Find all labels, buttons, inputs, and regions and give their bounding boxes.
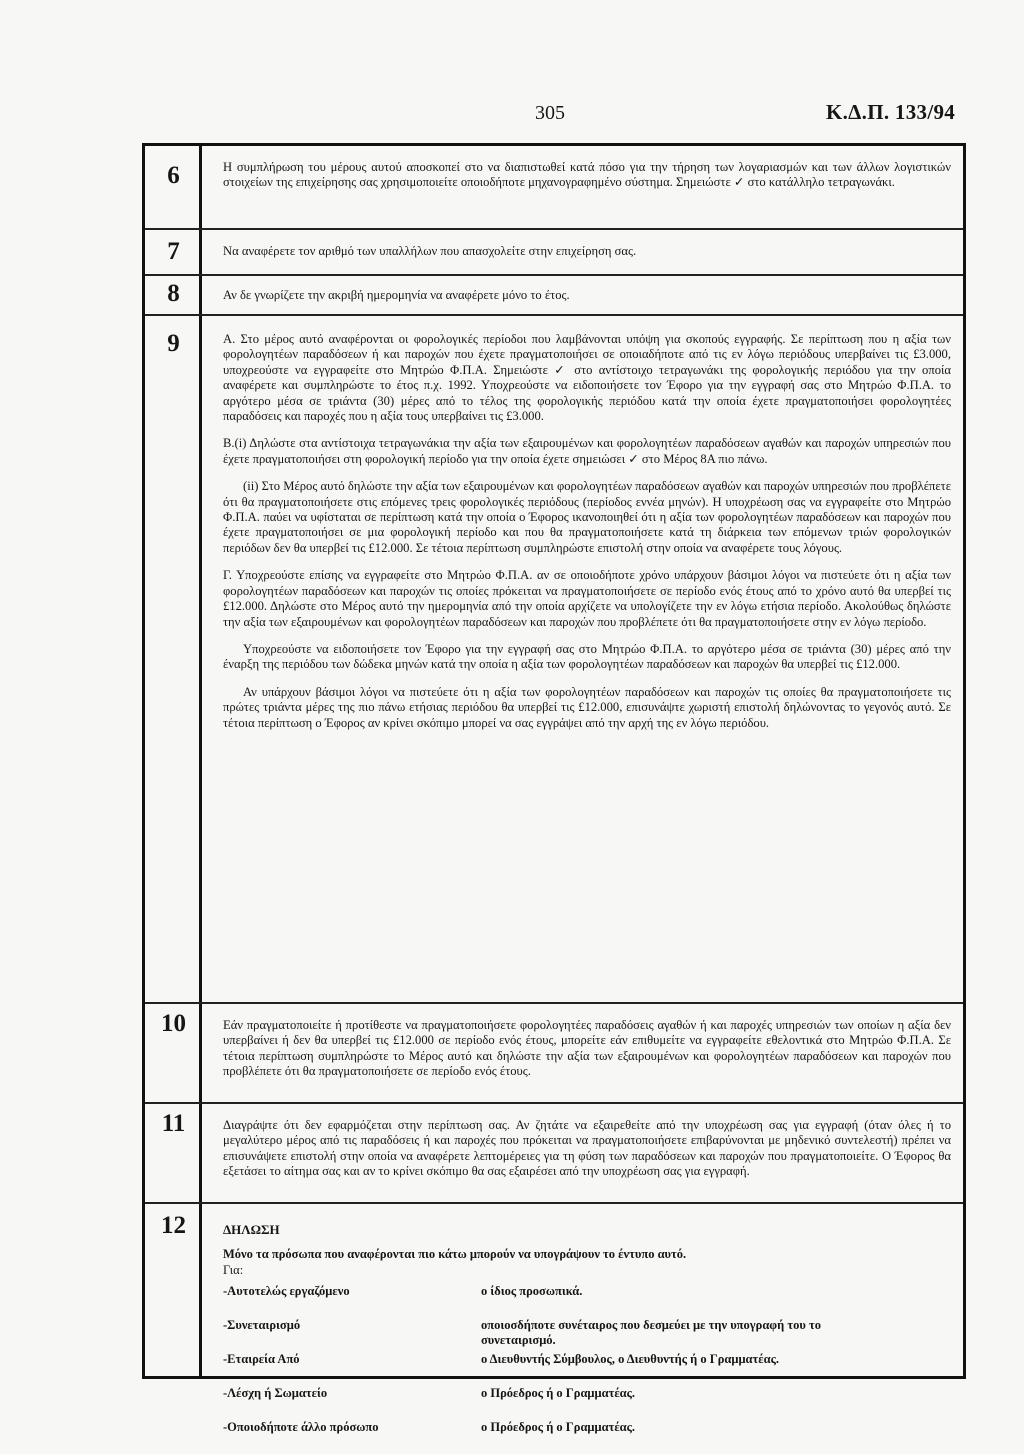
row-11 bbox=[145, 1104, 963, 1204]
row-text: Εάν πραγματοποιείτε ή προτίθεστε να πραγματοποιήσετε φορολογητέες παραδόσεις αγαθών ή και παροχές υπηρεσιών των οποίων η αξία δεν υπερβαίνει ή δεν θα υπερβεί τις £12.000 σε περίοδο ενός έτους, μπορείτε εάν επιθυμείτε να εγγραφείτε εθελοντικά στο Μητρώο Φ.Π.Α. Σε τέτοια περίπτωση συμπληρώστε το Μέρος αυτό και δηλώστε την αξία των εξαιρουμένων και φορολογητέων παραδόσεων και παροχών που προβλέπετε ότι θα πραγματοποιήσετε σε περίοδο ενός έτους. bbox=[223, 1018, 951, 1079]
row-8 bbox=[145, 276, 963, 316]
instructions-table bbox=[142, 143, 966, 1435]
declaration-entry bbox=[223, 1420, 951, 1454]
row-number: 10 bbox=[161, 1010, 186, 1037]
row-number: 7 bbox=[167, 238, 180, 265]
entity-type: -Λέσχη ή Σωματείο bbox=[223, 1386, 328, 1401]
declaration-title: ΔΗΛΩΣΗ bbox=[223, 1222, 280, 1237]
row-number: 8 bbox=[167, 280, 180, 307]
entity-type: -Οποιοδήποτε άλλο πρόσωπο bbox=[223, 1420, 379, 1435]
entity-type: -Εταιρεία Από bbox=[223, 1352, 300, 1367]
row-paragraph: Υποχρεούστε να ειδοποιήσετε τον Έφορο για την εγγραφή σας στο Μητρώο Φ.Π.Α. το αργότερο μέσα σε τριάντα (30) μέρες από την έναρξη της περιόδου των δώδεκα μηνών κατά την οποία η αξία των φορολογητέων παραδόσεων και παροχών θα υπερβεί τις £12.000. bbox=[223, 641, 951, 672]
row-paragraph: Γ. Υποχρεούστε επίσης να εγγραφείτε στο Μητρώο Φ.Π.Α. αν σε οποιοδήποτε χρόνο υπάρχουν βάσιμοι λόγοι να πιστεύετε ότι η αξία των φορολογητέων παραδόσεων και παροχών τις οποίες πρόκειται να πραγματοποιήσετε σε περίοδο ενός έτους από το χρόνο αυτό θα υπερβεί τις £12.000. Δηλώστε στο Μέρος αυτό την ημερομηνία από την οποία αρχίζετε να υπολογίζετε την εν λόγω ετήσια περίοδο. Ακολούθως δηλώστε την αξία των εξαιρουμένων και φορολογητέων παραδόσεων και παροχών που προβλέπετε ότι θα πραγματοποιήσετε στην εν λόγω περίοδο. bbox=[223, 568, 951, 629]
authorized-signer: ο Πρόεδρος ή ο Γραμματέας. bbox=[481, 1386, 636, 1401]
authorized-signer: ο Διευθυντής Σύμβουλος, ο Διευθυντής ή ο Γραμματέας. bbox=[481, 1352, 779, 1367]
row-text: Αν δε γνωρίζετε την ακριβή ημερομηνία να αναφέρετε μόνο το έτος. bbox=[223, 288, 570, 302]
entity-type: -Αυτοτελώς εργαζόμενο bbox=[223, 1284, 350, 1299]
row-text: Η συμπλήρωση του μέρους αυτού αποσκοπεί στο να διαπιστωθεί κατά πόσο για την τήρηση των λογαριασμών και των άλλων λογιστικών στοιχείων της επιχείρησης σας χρησιμοποιείτε οποιοδήποτε μηχανογραφημένο σύστημα. Σημειώστε ✓ στο κατάλληλο τετραγωνάκι. bbox=[223, 160, 951, 190]
row-paragraph: Αν υπάρχουν βάσιμοι λόγοι να πιστεύετε ότι η αξία των φορολογητέων παραδόσεων και παροχών τις οποίες θα πραγματοποιήσετε τις πρώτες τριάντα μέρες της πιο πάνω ετήσιας περιόδου θα υπερβεί τις £12.000, επισυνάψτε χωριστή επιστολή δηλώνοντας το γεγονός αυτό. Σε τέτοια περίπτωση ο Έφορος αν κρίνει σκόπιμο μπορεί να σας εγγράψει από την αρχή της εν λόγω περιόδου. bbox=[223, 684, 951, 730]
declaration-for-label: Για: bbox=[223, 1262, 244, 1277]
authorized-signer: ο ίδιος προσωπικά. bbox=[481, 1284, 583, 1299]
row-10 bbox=[145, 1004, 963, 1104]
row-text: Διαγράψτε ότι δεν εφαρμόζεται στην περίπτωση σας. Αν ζητάτε να εξαιρεθείτε από την υποχρέωση σας για εγγραφή (όταν όλες ή το μεγαλύτερο μέρος από τις παραδόσεις ή και παροχές που πρόκειται να πραγματοποιήσετε επιβαρύνονται με μηδενικό συντελεστή) πρέπει να επισυνάψετε επιστολή στην οποία να αναφέρετε λεπτομέρειες για τη φύση των παραδόσεων και παροχών που πραγματοποιείτε. Ο Έφορος θα εξετάσει το αίτημα σας και αν το κρίνει σκόπιμο θα σας εξαιρέσει από την υποχρέωση σας για εγγραφή. bbox=[223, 1118, 951, 1179]
row-9 bbox=[145, 316, 963, 1004]
document-reference: Κ.Δ.Π. 133/94 bbox=[826, 100, 956, 124]
row-number: 9 bbox=[167, 330, 180, 357]
entity-type: -Συνεταιρισμό bbox=[223, 1318, 301, 1333]
row-paragraph: Α. Στο μέρος αυτό αναφέρονται οι φορολογικές περίοδοι που λαμβάνονται υπόψη για σκοπούς εγγραφής. Σε περίπτωση που η αξία των φορολογητέων παραδόσεων ή και παροχών που έχετε πραγματοποιήσει σε οποιαδήποτε από τις εν λόγω περιόδους υπερβαίνει τις £3.000, υποχρεούστε να εγγραφείτε στο Μητρώο Φ.Π.Α. Σημειώστε ✓ στο αντίστοιχο τετραγωνάκι της φορολογικής περιόδου για την οποία αναφέρετε και συμπληρώστε το έτος π.χ. 1992. Υποχρεούστε να ειδοποιήσετε τον Έφορο για την εγγραφή σας στο Μητρώο Φ.Π.Α. το αργότερο μέσα σε τριάντα (30) μέρες από το τέλος της φορολογικής περιόδου κατά την οποία έχετε πραγματοποιήσει φορολογητέες παραδόσεις και παροχές που η αξία τους υπερβαίνει τις £3.000. bbox=[223, 332, 951, 424]
declaration-entry bbox=[223, 1386, 951, 1420]
declaration-entry bbox=[223, 1352, 951, 1386]
row-number: 11 bbox=[161, 1110, 186, 1137]
page-number: 305 bbox=[535, 102, 565, 124]
row-12 bbox=[145, 1204, 963, 1435]
row-number: 12 bbox=[161, 1212, 186, 1239]
row-6 bbox=[145, 146, 963, 230]
row-paragraph: (ii) Στο Μέρος αυτό δηλώστε την αξία των εξαιρουμένων και φορολογητέων παραδόσεων αγαθών και παροχών υπηρεσιών που προβλέπετε ότι θα πραγματοποιήσετε στις επόμενες τρεις φορολογικές περιόδους (περίοδος εννέα μηνών). Η υποχρέωση σας να εγγραφείτε στο Μητρώο Φ.Π.Α. παύει να υφίσταται σε περίπτωση κατά την οποία ο Έφορος ικανοποιηθεί ότι η αξία των φορολογητέων παραδόσεων και παροχών που έχετε πραγματοποιήσει σε μια φορολογική περίοδο και που θα πραγματοποιήσετε κατά τη διάρκεια των επόμενων τριών φορολογικών περιόδων δεν θα υπερβεί τις £12.000. Σε τέτοια περίπτωση συμπληρώστε επιστολή στην οποία να αναφέρετε τους λόγους. bbox=[223, 479, 951, 555]
authorized-signer: ο Πρόεδρος ή ο Γραμματέας. bbox=[481, 1420, 636, 1435]
authorized-signer: οποιοσδήποτε συνέταιρος που δεσμεύει με την υπογραφή του το συνεταιρισμό. bbox=[481, 1318, 821, 1348]
declaration-entry bbox=[223, 1318, 951, 1352]
declaration-entry bbox=[223, 1284, 951, 1318]
declaration-intro: Μόνο τα πρόσωπα που αναφέρονται πιο κάτω μπορούν να υπογράψουν το έντυπο αυτό. bbox=[223, 1247, 687, 1262]
row-paragraph: Β.(i) Δηλώστε στα αντίστοιχα τετραγωνάκια την αξία των εξαιρουμένων και φορολογητέων παραδόσεων αγαθών και παροχών υπηρεσιών που έχετε πραγματοποιήσει στη φορολογική περίοδο για την οποία έχετε σημειώσει ✓ στο Μέρος 8Α πιο πάνω. bbox=[223, 436, 951, 466]
row-number: 6 bbox=[167, 162, 180, 189]
row-text: Να αναφέρετε τον αριθμό των υπαλλήλων που απασχολείτε στην επιχείρηση σας. bbox=[223, 244, 637, 258]
row-7 bbox=[145, 230, 963, 276]
